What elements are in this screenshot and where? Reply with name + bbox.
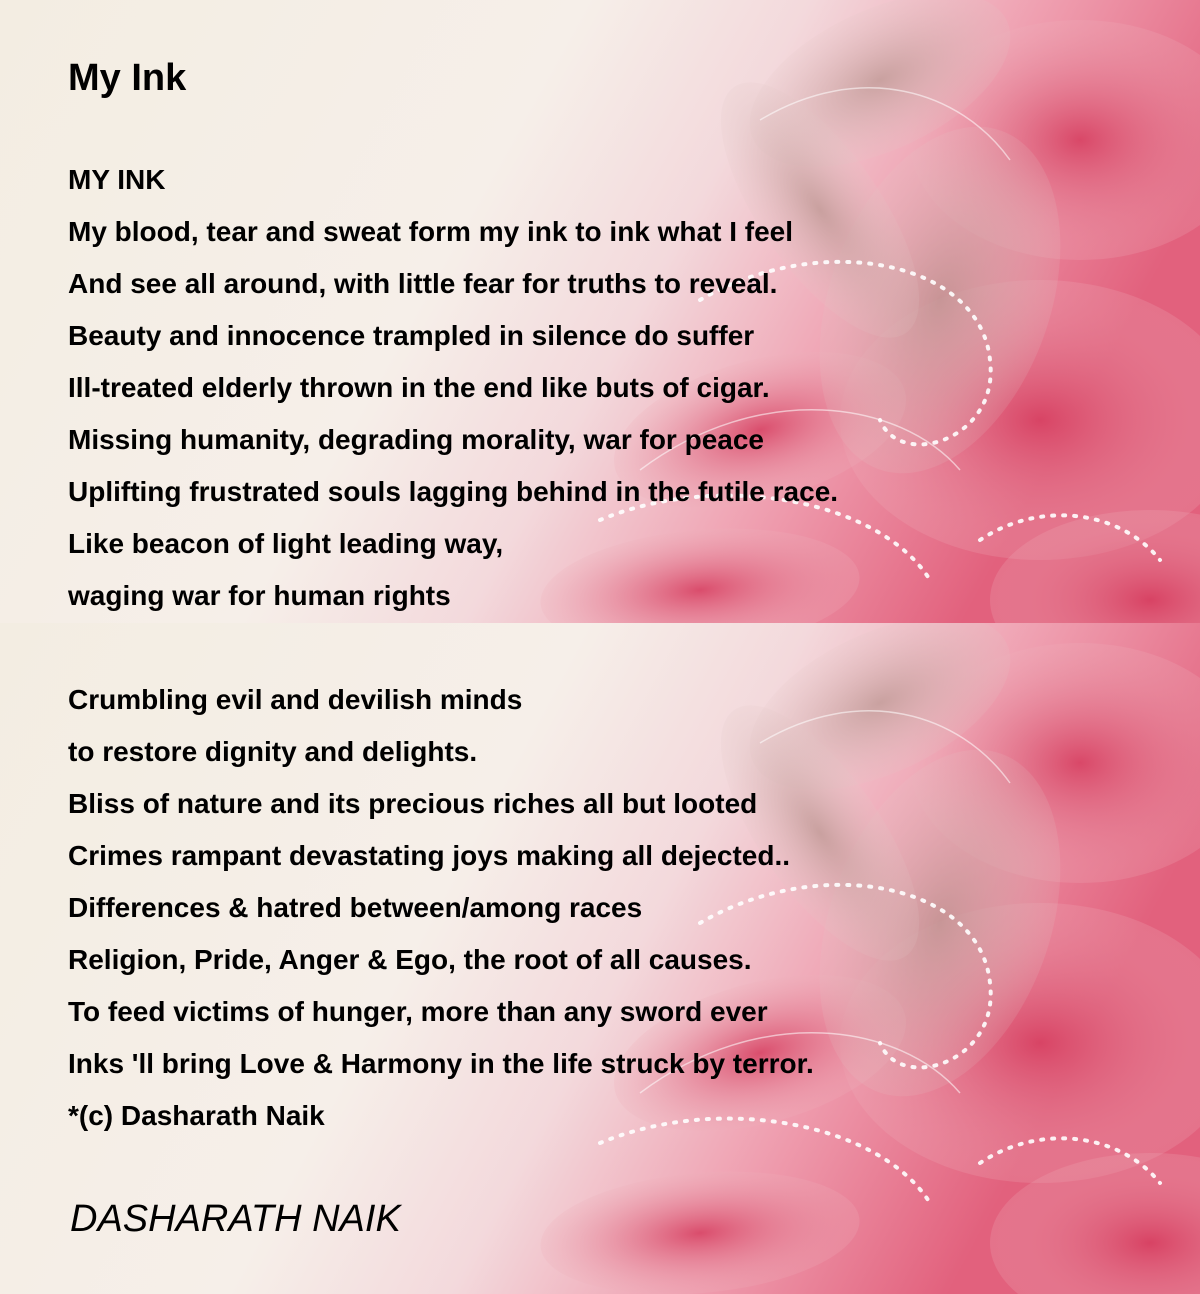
poem-line: Religion, Pride, Anger & Ego, the root of all causes.: [68, 944, 752, 975]
poem-line: To feed victims of hunger, more than any sword ever: [68, 996, 768, 1027]
poem-line: to restore dignity and delights.: [68, 736, 478, 767]
poem-title: My Ink: [68, 57, 187, 99]
stanza-1: [68, 154, 838, 622]
poem-line: Ill-treated elderly thrown in the end like buts of cigar.: [68, 372, 770, 403]
poem-line: MY INK: [68, 164, 166, 195]
stanza-2: [68, 674, 814, 1142]
copyright-line: *(c) Dasharath Naik: [68, 1100, 325, 1131]
poem-line: waging war for human rights: [68, 580, 451, 611]
poem-line: Like beacon of light leading way,: [68, 528, 504, 559]
poem-line: Missing humanity, degrading morality, war for peace: [68, 424, 764, 455]
poem-line: Bliss of nature and its precious riches all but looted: [68, 788, 758, 819]
poem-line: My blood, tear and sweat form my ink to ink what I feel: [68, 216, 794, 247]
poem-line: Beauty and innocence trampled in silence do suffer: [68, 320, 755, 351]
poem-line: Uplifting frustrated souls lagging behind in the futile race.: [68, 476, 839, 507]
author-name: DASHARATH NAIK: [70, 1198, 401, 1240]
poem-line: Differences & hatred between/among races: [68, 892, 643, 923]
poem-line: Crimes rampant devastating joys making all dejected..: [68, 840, 791, 871]
poem-line: And see all around, with little fear for truths to reveal.: [68, 268, 778, 299]
poem-line: Crumbling evil and devilish minds: [68, 684, 523, 715]
poem-line: Inks 'll bring Love & Harmony in the life struck by terror.: [68, 1048, 814, 1079]
